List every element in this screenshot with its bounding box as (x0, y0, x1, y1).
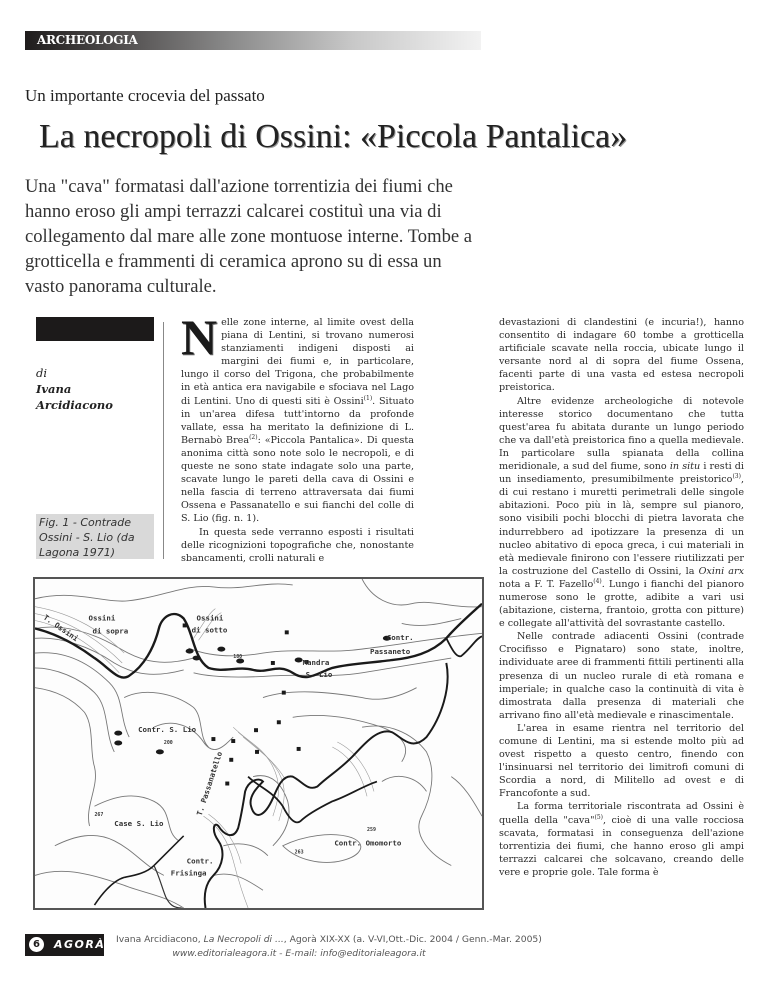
footnote-ref: (2) (249, 433, 258, 441)
magazine-badge (25, 934, 104, 956)
map-label: T. Passanatello (194, 750, 225, 817)
map-label: Contr. Omomorto (334, 838, 402, 848)
elevation-label: 259 (367, 826, 376, 833)
paragraph: Nelle contrade adiacenti Ossini (contrade Crocifisso e Pignataro) sono state, inoltre, individuate aree di frammenti fittili pertinenti alla presenza di un nucleo rurale di età romana e imperiale; in qualche caso la continuità di vita è dimostrata dalla presenza di materiali che arrivano fino all'età medievale e rinascimentale. (499, 631, 744, 721)
elevation-label: 200 (163, 740, 173, 746)
map-label: T. Ossini (41, 612, 80, 644)
column-divider (163, 322, 164, 559)
map-label: Ossini (196, 613, 224, 623)
figure-map-ossini (33, 577, 484, 910)
footer-citation (116, 933, 542, 961)
author-first-name: Ivana (36, 382, 72, 396)
body-column-2 (499, 316, 744, 879)
elevation-label: 263 (294, 849, 304, 856)
map-label: Contr. S. Lio (138, 725, 197, 735)
paragraph: L'area in esame rientra nel territorio del comune di Lentini, ma si estende molto più ad ovest rispetto a questo centro, finendo con l'insinuarsi nel territorio dei limitrofi comuni di Scordia a nord, di Militello ad ovest e di Francofonte a sud. (499, 722, 744, 800)
map-label: Ossini (88, 613, 116, 623)
paragraph: devastazioni di clandestini (e incuria!), hanno consentito di indagare 60 tombe a grotticella artificiale scavate nella roccia, ubicate lungo il versante nord al di sopra del fiume Ossena, facenti parte di una vasta ed estesa necropoli preistorica. (499, 317, 744, 394)
elevation-label: 180 (233, 654, 243, 661)
drop-cap: N (181, 309, 218, 365)
byline-decoration-block (36, 317, 154, 341)
map-label: S. Lio (305, 669, 333, 679)
byline (36, 365, 113, 413)
section-label: ARCHEOLOGIA (37, 33, 138, 47)
map-label: Contr. (386, 633, 414, 643)
paragraph: Nelle zone interne, al limite ovest della piana di Lentini, si trovano numerosi stanziamenti indigeni disposti ai margini dei fiumi e, in particolare, lungo il corso del Trigona, che probabilmente in età antica era navigabile e sfociava nel Lago di Lentini. Uno di questi siti è Ossini$^{(1)}$. Situato in un'area difesa tutt'intorno da profonde vallate, essa ha meritato la definizione di L. Bernabò Brea$^{(2)}$: «Piccola Pantalica». Di questa anonima città sono note solo le necropoli, e di queste ne sono state indagate solo una parte, scavate lungo le pareti della cava di Ossini e nella fascia di terreno attraversata dai fiumi Ossena e Passanatello e sui fianchi del colle di S. Lio (fig. n. 1). (181, 309, 415, 525)
map-label: Passaneto (370, 647, 411, 657)
section-header-bar (25, 31, 481, 50)
article-title: La necropoli di Ossini: «Piccola Pantalica» (39, 118, 628, 155)
map-label: di sotto (191, 625, 228, 635)
footnote-ref: (4) (593, 577, 602, 585)
paragraph: Altre evidenze archeologiche di notevole interesse storico documentano che tutta quest'area fu abitata durante un lungo periodo che va dall'età preistorica fino a quella medievale. In particolare sulla spianata della collina meridionale, a sud del fiume, sono in situ i resti di un insediamento, presumibilmente preistorico$^{(3)}$, di cui restano i muretti perimetrali delle singole abitazioni. Poco più in là, sempre sul pianoro, sono visibili pochi blocchi di pietra lavorata che indurrebbero ad ipotizzare la presenza di un nucleo abitativo di epoca greca, i cui materiali in età medievale finirono con l'essere riutilizzati per la costruzione del Castello di Ossini, la Oxini arx nota a F. T. Fazello$^{(4)}$. Lungo i fianchi del pianoro numerose sono le grotte, adibite a vari usi (abitazione, cisterna, frantoio, grotta con pitture) e collegate all'attività del sovrastante castello. (499, 395, 745, 630)
citation-line: Ivana Arcidiacono, La Necropoli di ..., Agorà XIX-XX (a. V-VI,Ott.-Dic. 2004 / Genn.-Mar. 2005) (116, 934, 542, 945)
map-label: Frisinga (170, 868, 207, 878)
magazine-name: AGORÀ (54, 938, 106, 951)
map-label: di sopra (92, 626, 129, 636)
footnote-ref: (5) (594, 813, 603, 821)
page-number: 6 (29, 937, 44, 952)
article-kicker: Un importante crocevia del passato (25, 86, 265, 105)
paragraph: In questa sede verranno esposti i risultati delle ricognizioni topografiche che, nonostante sbancamenti, crolli naturali e (181, 526, 414, 564)
map-label: Mandra (302, 657, 330, 667)
topographic-map (35, 579, 482, 908)
figure-caption: Fig. 1 - Contrade Ossini - S. Lio (da Lagona 1971) (36, 514, 154, 559)
author-last-name: Arcidiacono (36, 398, 113, 412)
footnote-ref: (1) (363, 394, 373, 402)
footnote-ref: (3) (732, 473, 741, 481)
elevation-label: 267 (94, 812, 104, 819)
paragraph: La forma territoriale riscontrata ad Ossini è quella della "cava"$^{(5)}$, cioè di una valle rocciosa scavata, formatasi in conseguenza dell'azione torrentizia dei fiumi, che hanno eroso gli ampi terrazzi calcarei che solcavano, creando delle vere e proprie gole. Tale forma è (499, 801, 744, 878)
map-label: Contr. (186, 856, 214, 866)
article-standfirst: Una "cava" formatasi dall'azione torrentizia dei fiumi che hanno eroso gli ampi terrazzi calcarei costituì una via di collegamento dal mare alle zone montuose interne. Tombe a grotticella e frammenti di ceramica aprono su di essa un vasto panorama culturale. (25, 176, 473, 297)
body-column-1 (181, 309, 415, 565)
map-label: Case S. Lio (114, 819, 164, 828)
contact-line: www.editorialeagora.it - E-mail: info@editorialeagora.it (172, 948, 426, 959)
byline-prefix: di (36, 366, 48, 380)
